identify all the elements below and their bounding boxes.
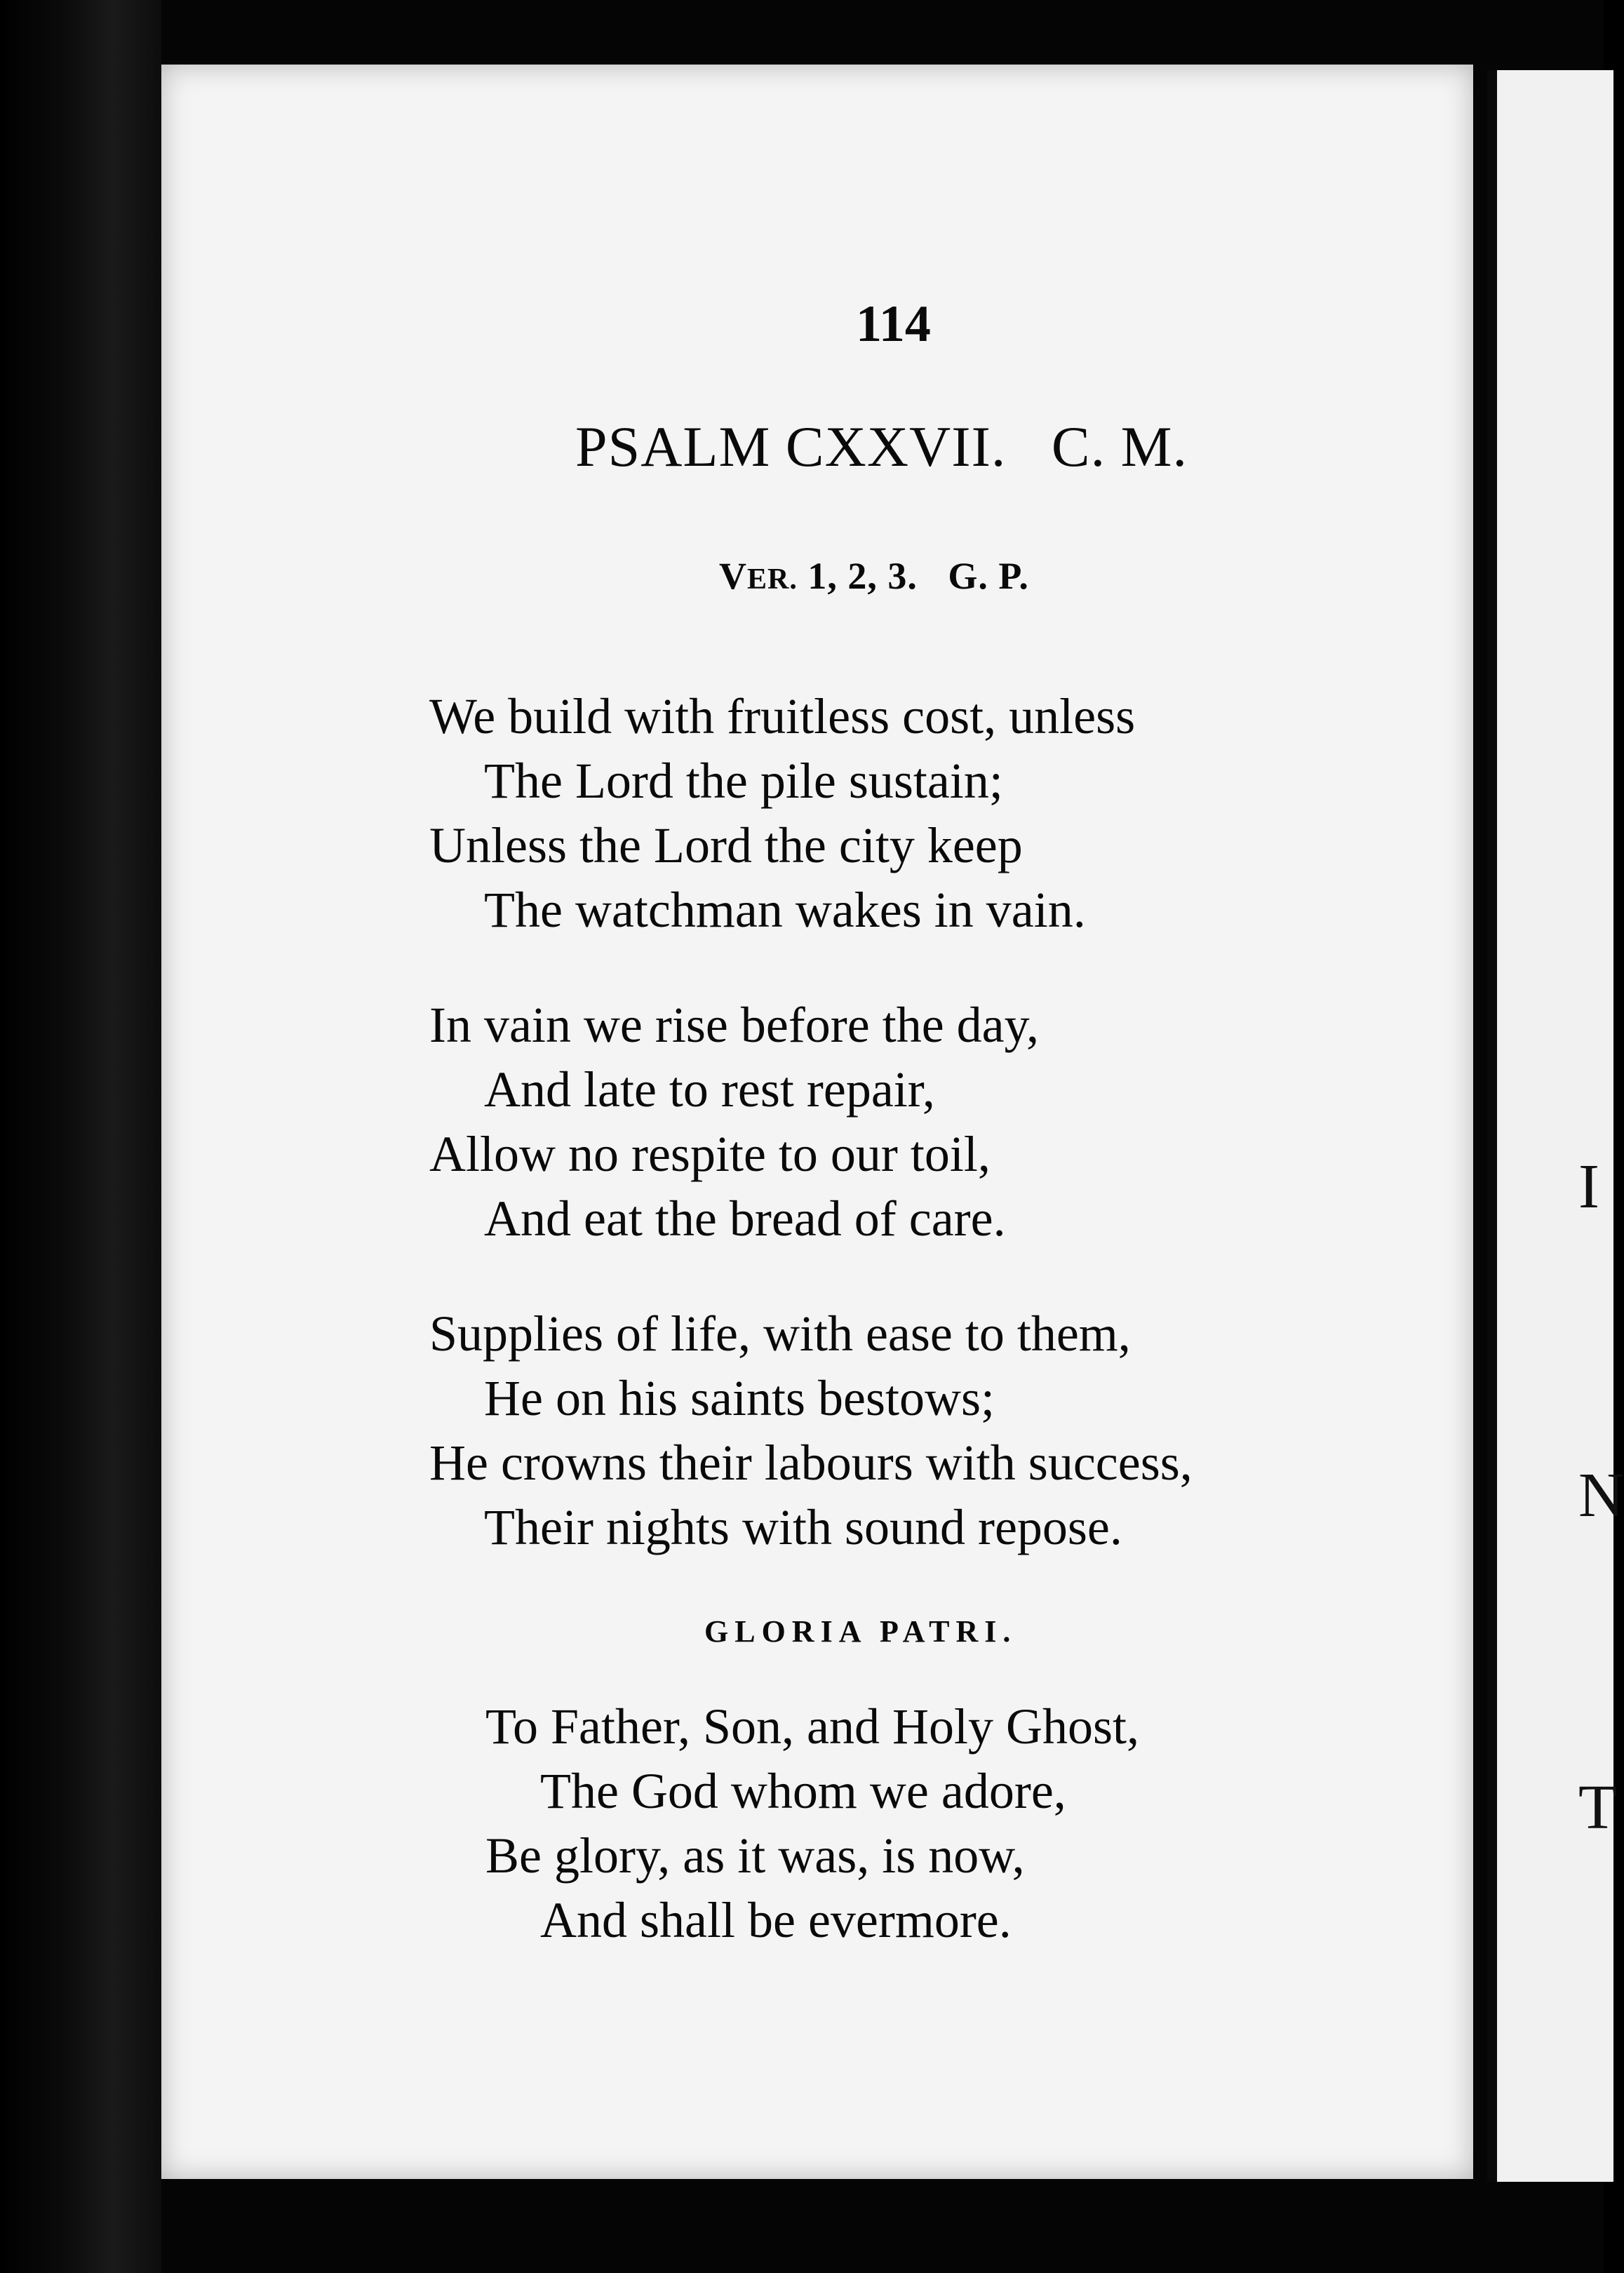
verse-line: We build with fruitless cost, unless [429, 688, 1136, 744]
facing-page-edge [1487, 70, 1613, 2182]
verse-line: And eat the bread of care. [484, 1191, 1006, 1247]
verse-line: To Father, Son, and Holy Ghost, [485, 1698, 1140, 1755]
verse-line: Supplies of life, with ease to them, [429, 1306, 1131, 1362]
verse-line: Unless the Lord the city keep [429, 817, 1023, 873]
verse-ref-initial: V [719, 555, 747, 597]
psalm-title: PSALM CXXVII. C. M. [575, 415, 1188, 478]
verse-line: The Lord the pile sustain; [484, 753, 1003, 809]
verse-line: And late to rest repair, [484, 1061, 935, 1118]
gloria-heading: GLORIA PATRI. [704, 1614, 1017, 1649]
verse-line: And shall be evermore. [540, 1892, 1012, 1948]
stanza [429, 993, 1039, 1251]
page-number: 114 [856, 295, 931, 353]
verse-line: Allow no respite to our toil, [429, 1126, 991, 1182]
verse-line: Be glory, as it was, is now, [485, 1828, 1025, 1884]
verse-reference [719, 554, 1029, 598]
verse-line: The God whom we adore, [540, 1763, 1066, 1819]
verse-ref-smallcaps: ER. [747, 563, 798, 596]
facing-page-letter: T [1578, 1773, 1617, 1842]
verse-ref-numbers: 1, 2, 3. G. P. [807, 555, 1029, 597]
verse-line: Their nights with sound repose. [484, 1499, 1122, 1555]
verse-line: He crowns their labours with success, [429, 1435, 1193, 1491]
facing-page-letter: I [1578, 1152, 1599, 1221]
gloria-stanza [485, 1694, 1139, 1952]
facing-page-letter: N [1578, 1461, 1624, 1530]
verse-line: He on his saints bestows; [484, 1370, 995, 1426]
verse-line: In vain we rise before the day, [429, 997, 1039, 1053]
stanza [429, 684, 1135, 942]
book-binding-edge [0, 0, 161, 2273]
stanza [429, 1301, 1193, 1560]
verse-line: The watchman wakes in vain. [484, 882, 1086, 938]
